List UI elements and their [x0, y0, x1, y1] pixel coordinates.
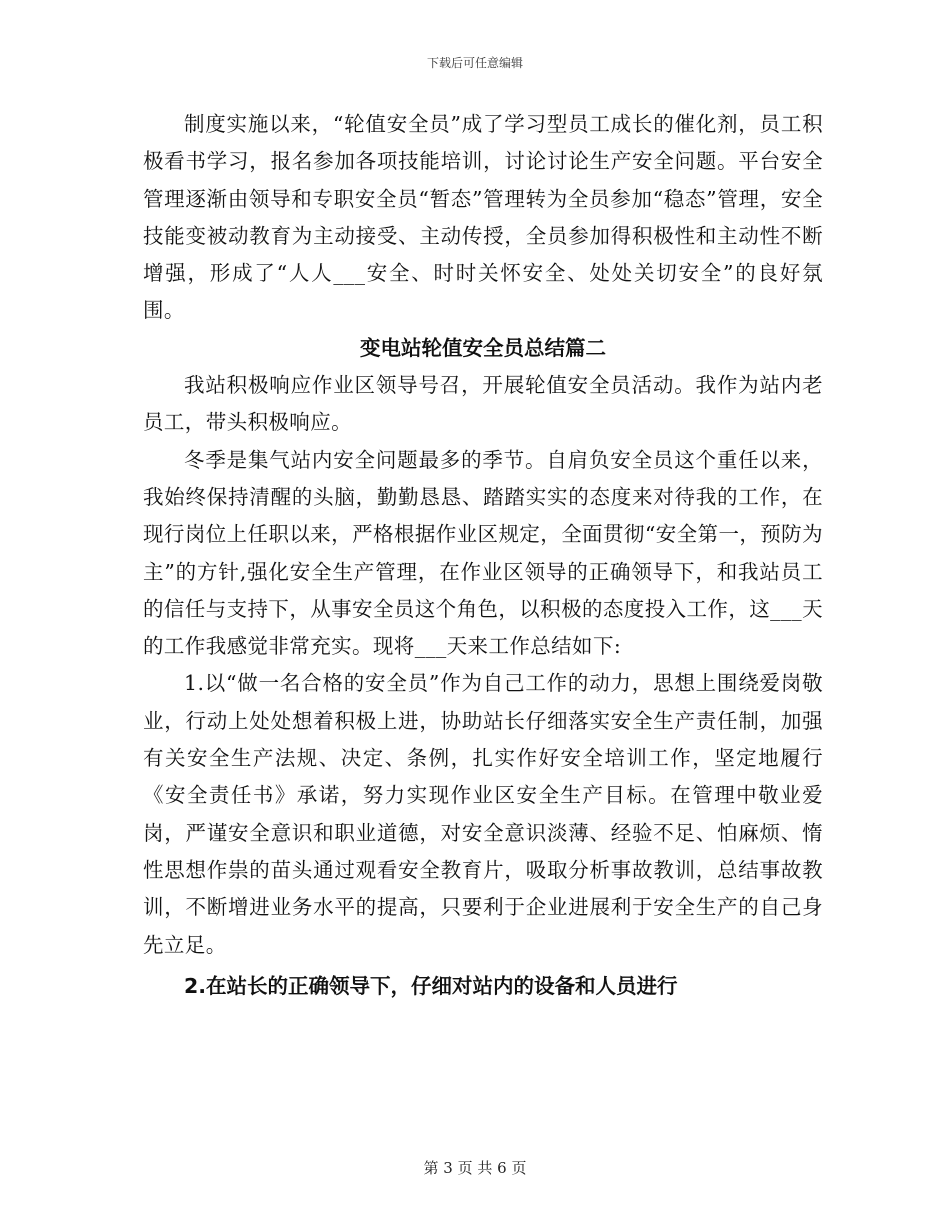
- paragraph: 1.以“做一名合格的安全员”作为自己工作的动力，思想上围绕爱岗敬业，行动上处处想着积极上进，协助站长仔细落实安全生产责任制，加强有关安全生产法规、决定、条例，扎实作好安全培训工作，坚定地履行《安全责任书》承诺，努力实现作业区安全生产目标。在管理中敬业爱岗，严谨安全意识和职业道德，对安全意识淡薄、经验不足、怕麻烦、惰性思想作祟的苗头通过观看安全教育片，吸取分析事故教训，总结事故教训，不断增进业务水平的提高，只要利于企业进展利于安全生产的自己身先立足。: [143, 671, 823, 957]
- document-body: [143, 106, 823, 1005]
- page-footer: 第 3 页 共 6 页: [423, 1159, 527, 1177]
- section-title: 变电站轮值安全员总结篇二: [360, 335, 606, 360]
- page-header: 下载后可任意编辑: [426, 56, 523, 70]
- paragraph: 冬季是集气站内安全问题最多的季节。自肩负安全员这个重任以来，我始终保持清醒的头脑，勤勤恳恳、踏踏实实的态度来对待我的工作，在现行岗位上任职以来，严格根据作业区规定，全面贯彻“安全第一，预防为主”的方针,强化安全生产管理，在作业区领导的正确领导下，和我站员工的信任与支持下，从事安全员这个角色，以积极的态度投入工作，这___天的工作我感觉非常充实。现将___天来工作总结如下:: [143, 447, 823, 659]
- paragraph: 我站积极响应作业区领导号召，开展轮值安全员活动。我作为站内老员工，带头积极响应。: [143, 373, 823, 435]
- subheading: 2.在站长的正确领导下，仔细对站内的设备和人员进行: [184, 973, 678, 998]
- paragraph: 制度实施以来，“轮值安全员”成了学习型员工成长的催化剂，员工积极看书学习，报名参加各项技能培训，讨论讨论生产安全问题。平台安全管理逐渐由领导和专职安全员“暂态”管理转为全员参加“稳态”管理，安全技能变被动教育为主动接受、主动传授，全员参加得积极性和主动性不断增强，形成了“人人___安全、时时关怀安全、处处关切安全”的良好氛围。: [143, 112, 823, 323]
